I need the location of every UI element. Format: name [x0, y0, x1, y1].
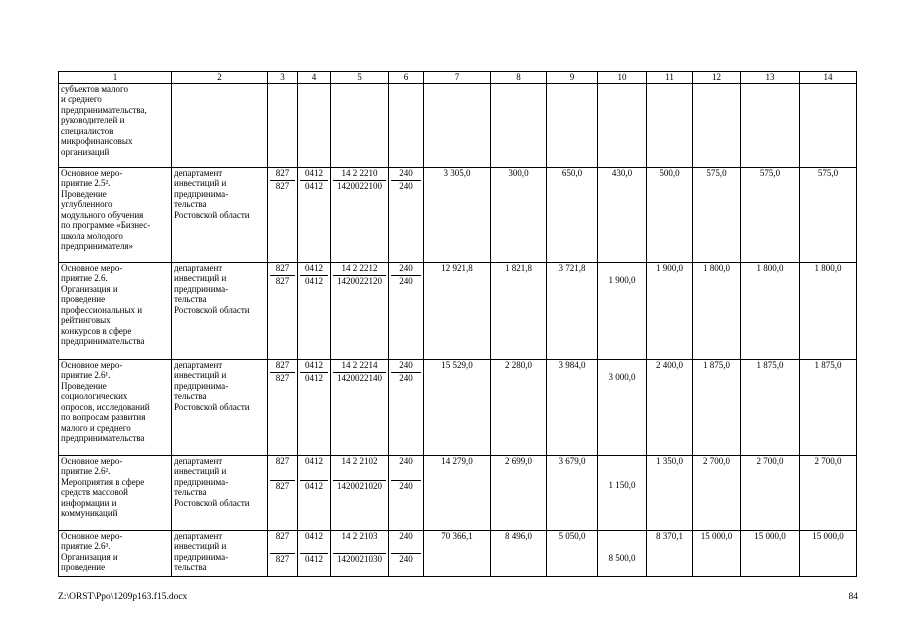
- section-code: 0412 0412: [298, 262, 331, 359]
- table-row: [59, 262, 857, 359]
- amount-col10: 3 000,0: [598, 359, 647, 455]
- header-col: 1: [59, 72, 172, 84]
- amount-col8: 2 280,0: [491, 359, 547, 455]
- header-col: 6: [389, 72, 424, 84]
- amount-col8: 1 821,8: [491, 262, 547, 359]
- amount-col10: 430,0: [598, 167, 647, 262]
- amount-col14: 1 800,0: [800, 262, 857, 359]
- amount-col8: [491, 83, 547, 167]
- header-row: [59, 72, 857, 84]
- amount-col11: 2 400,0: [647, 359, 693, 455]
- amount-col14: 15 000,0: [800, 530, 857, 576]
- amount-col8: 8 496,0: [491, 530, 547, 576]
- amount-col13: 2 700,0: [741, 455, 800, 530]
- budget-table: [58, 71, 857, 577]
- total-amount: 3 305,0: [424, 167, 491, 262]
- header-col: 14: [800, 72, 857, 84]
- amount-col8: 300,0: [491, 167, 547, 262]
- amount-col8: 2 699,0: [491, 455, 547, 530]
- grbs-code: 827 827: [268, 530, 298, 576]
- section-code: 0412 0412: [298, 167, 331, 262]
- grbs-code: 827 827: [268, 167, 298, 262]
- amount-col11: 8 370,1: [647, 530, 693, 576]
- amount-col11: 1 350,0: [647, 455, 693, 530]
- activity-name: Основное меро- приятие 2.6. Организация и проведение профессиональных и рейтинговых конкурсов в сфере предпринимательства: [59, 262, 172, 359]
- amount-col10: 1 900,0: [598, 262, 647, 359]
- header-col: 9: [547, 72, 598, 84]
- amount-col10: [598, 83, 647, 167]
- header-col: 3: [268, 72, 298, 84]
- section-code: 0412 0412: [298, 530, 331, 576]
- amount-col12: 575,0: [693, 167, 741, 262]
- header-col: 7: [424, 72, 491, 84]
- activity-name: Основное меро- приятие 2.6¹. Проведение социологических опросов, исследований по вопросам развития малого и среднего предпринимательства: [59, 359, 172, 455]
- amount-col11: 1 900,0: [647, 262, 693, 359]
- amount-col14: 575,0: [800, 167, 857, 262]
- total-amount: 70 366,1: [424, 530, 491, 576]
- total-amount: 15 529,0: [424, 359, 491, 455]
- executor: департамент инвестиций и предпринима- тельства Ростовской области: [172, 262, 268, 359]
- table-row: [59, 455, 857, 530]
- grbs-code: [268, 83, 298, 167]
- amount-col9: 650,0: [547, 167, 598, 262]
- amount-col12: 1 875,0: [693, 359, 741, 455]
- header-col: 11: [647, 72, 693, 84]
- header-col: 5: [331, 72, 389, 84]
- header-col: 2: [172, 72, 268, 84]
- expense-type: 240 240: [389, 167, 424, 262]
- total-amount: [424, 83, 491, 167]
- executor: департамент инвестиций и предпринима- тельства Ростовской области: [172, 455, 268, 530]
- executor: [172, 83, 268, 167]
- target-article: [331, 83, 389, 167]
- executor: департамент инвестиций и предпринима- тельства Ростовской области: [172, 359, 268, 455]
- expense-type: [389, 83, 424, 167]
- file-path: Z:\ORST\Ppo\1209p163.f15.docx: [58, 592, 188, 602]
- section-code: 0412 0412: [298, 455, 331, 530]
- header-col: 12: [693, 72, 741, 84]
- amount-col12: [693, 83, 741, 167]
- amount-col13: 1 800,0: [741, 262, 800, 359]
- total-amount: 12 921,8: [424, 262, 491, 359]
- amount-col13: 575,0: [741, 167, 800, 262]
- amount-col11: [647, 83, 693, 167]
- header-col: 10: [598, 72, 647, 84]
- grbs-code: 827 827: [268, 262, 298, 359]
- amount-col9: 5 050,0: [547, 530, 598, 576]
- amount-col9: [547, 83, 598, 167]
- amount-col10: 8 500,0: [598, 530, 647, 576]
- amount-col13: [741, 83, 800, 167]
- total-amount: 14 279,0: [424, 455, 491, 530]
- header-col: 8: [491, 72, 547, 84]
- activity-name: субъектов малого и среднего предпринимательства, руководителей и специалистов микрофинансовых организаций: [59, 83, 172, 167]
- amount-col13: 1 875,0: [741, 359, 800, 455]
- table-row: [59, 167, 857, 262]
- activity-name: Основное меро- приятие 2.6³. Организация и проведение: [59, 530, 172, 576]
- table-row: [59, 530, 857, 576]
- amount-col10: 1 150,0: [598, 455, 647, 530]
- target-article: 14 2 2103 1420021030: [331, 530, 389, 576]
- expense-type: 240 240: [389, 359, 424, 455]
- target-article: 14 2 2102 1420021020: [331, 455, 389, 530]
- section-code: 0412 0412: [298, 359, 331, 455]
- grbs-code: 827 827: [268, 455, 298, 530]
- amount-col13: 15 000,0: [741, 530, 800, 576]
- grbs-code: 827 827: [268, 359, 298, 455]
- expense-type: 240 240: [389, 530, 424, 576]
- expense-type: 240 240: [389, 455, 424, 530]
- section-code: [298, 83, 331, 167]
- page-number: 84: [848, 592, 858, 602]
- activity-name: Основное меро- приятие 2.6². Мероприятия в сфере средств массовой информации и коммуникаций: [59, 455, 172, 530]
- table-row: [59, 83, 857, 167]
- amount-col12: 15 000,0: [693, 530, 741, 576]
- amount-col9: 3 721,8: [547, 262, 598, 359]
- amount-col14: [800, 83, 857, 167]
- header-col: 13: [741, 72, 800, 84]
- executor: департамент инвестиций и предпринима- тельства Ростовской области: [172, 167, 268, 262]
- amount-col11: 500,0: [647, 167, 693, 262]
- amount-col12: 1 800,0: [693, 262, 741, 359]
- amount-col14: 1 875,0: [800, 359, 857, 455]
- amount-col9: 3 984,0: [547, 359, 598, 455]
- amount-col12: 2 700,0: [693, 455, 741, 530]
- activity-name: Основное меро- приятие 2.5². Проведение углубленного модульного обучения по программе «Бизнес- школа молодого предпринимателя»: [59, 167, 172, 262]
- header-col: 4: [298, 72, 331, 84]
- table-row: [59, 359, 857, 455]
- target-article: 14 2 2212 1420022120: [331, 262, 389, 359]
- executor: департамент инвестиций и предпринима- тельства: [172, 530, 268, 576]
- target-article: 14 2 2214 1420022140: [331, 359, 389, 455]
- expense-type: 240 240: [389, 262, 424, 359]
- amount-col14: 2 700,0: [800, 455, 857, 530]
- amount-col9: 3 679,0: [547, 455, 598, 530]
- target-article: 14 2 2210 1420022100: [331, 167, 389, 262]
